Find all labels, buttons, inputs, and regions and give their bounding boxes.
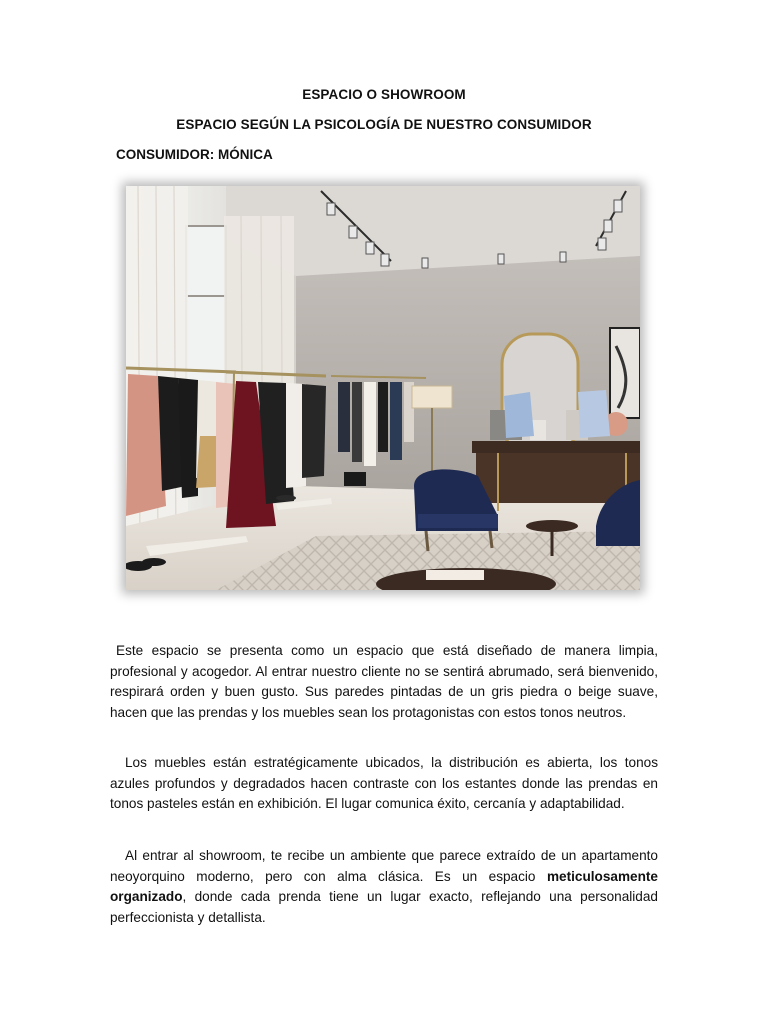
showroom-image: [126, 186, 640, 590]
paragraph-3: [110, 846, 658, 928]
consumer-label: CONSUMIDOR: MÓNICA: [116, 147, 273, 162]
paragraph-2: [110, 753, 658, 815]
paragraph-1-text: Este espacio se presenta como un espacio que está diseñado de manera limpia, profesional y acogedor. Al entrar nuestro cliente no se sentirá abrumado, será bienvenido, respirará orden y buen gusto. Sus paredes pintadas de un gris piedra o beige suave, hacen que las prendas y los muebles sean los protagonistas con estos tonos neutros.: [110, 643, 658, 720]
title-line-1: ESPACIO O SHOWROOM: [302, 87, 466, 102]
paragraph-3-text-end: , donde cada prenda tiene un lugar exacto, reflejando una personalidad perfeccionista y detallista.: [110, 889, 658, 925]
paragraph-1: [110, 641, 658, 723]
title-line-2: ESPACIO SEGÚN LA PSICOLOGÍA DE NUESTRO CONSUMIDOR: [176, 117, 592, 132]
paragraph-3-emphasis: meticulosamente organizado: [110, 868, 658, 905]
paragraph-3-text-start: Al entrar al showroom, te recibe un ambiente que parece extraído de un apartamento neoyorquino moderno, pero con alma clásica. Es un espacio: [110, 848, 658, 884]
paragraph-2-text: Los muebles están estratégicamente ubicados, la distribución es abierta, los tonos azules profundos y degradados hacen contraste con los estantes donde las prendas en tonos pasteles están en exhibición. El lugar comunica éxito, cercanía y adaptabilidad.: [110, 755, 658, 812]
